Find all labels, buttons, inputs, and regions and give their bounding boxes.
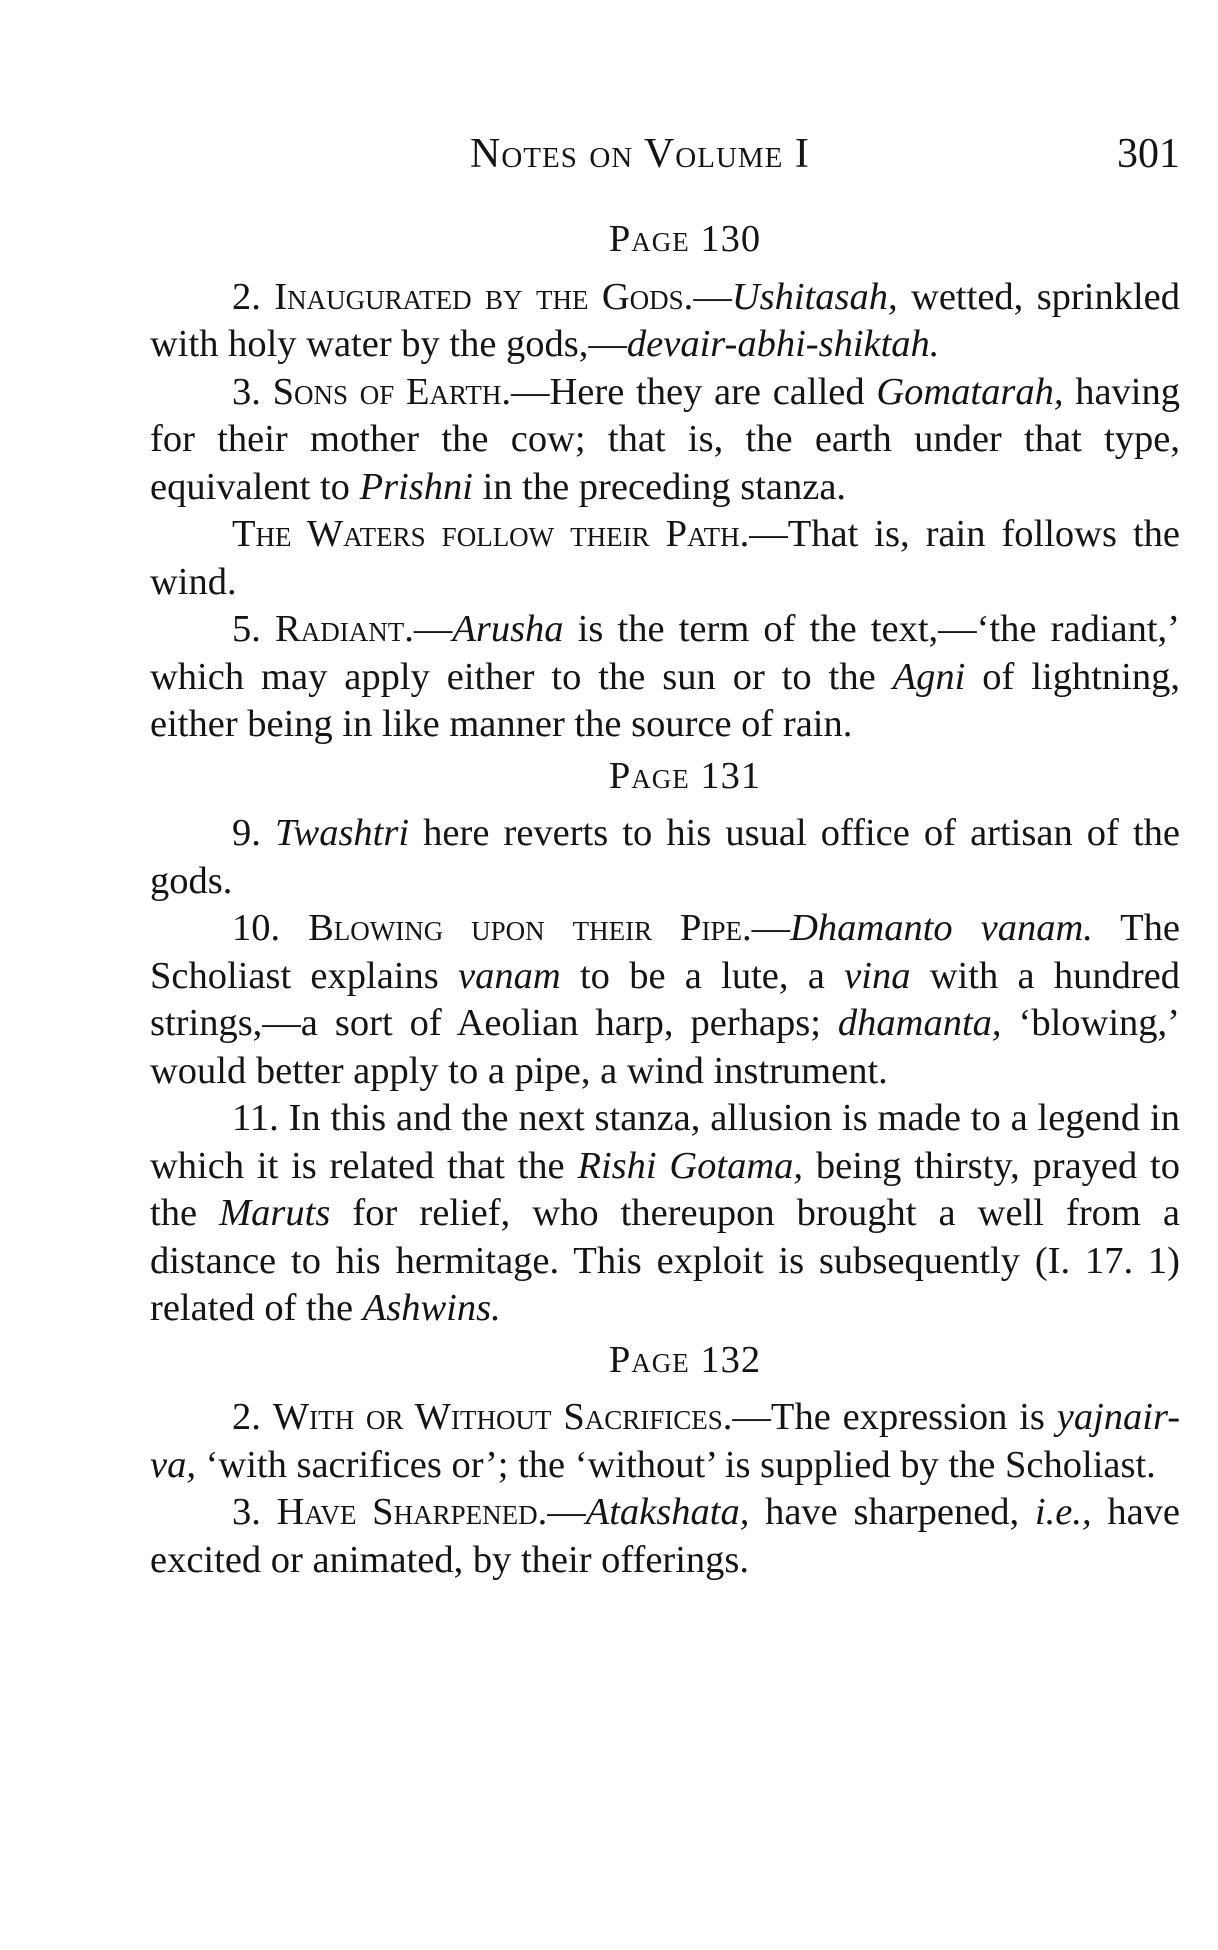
- note-lead: Have Sharpened.: [276, 1491, 548, 1533]
- note-text: have excited or animated, by their offerings.: [150, 1491, 1181, 1581]
- note-paragraph: [150, 369, 1180, 512]
- note-lead: Blowing upon their Pipe.: [308, 907, 752, 949]
- note-number: 3.: [232, 1491, 261, 1533]
- note-paragraph: [150, 1095, 1180, 1333]
- note-text: The Scholiast explains: [150, 907, 1180, 997]
- note-text: for relief, who thereupon brought a well from a distance to his hermitage. This exploit is subsequently (I. 17. 1) related of the: [150, 1192, 1180, 1329]
- note-text: here reverts to his usual office of artisan of the gods.: [150, 812, 1180, 902]
- note-text: with a hundred strings,—a sort of Aeolian harp, perhaps;: [150, 954, 1180, 1044]
- note-paragraph: [150, 511, 1180, 606]
- note-lead: Inaugurated by the Gods.: [274, 275, 694, 318]
- note-text: have sharpened,: [749, 1491, 1035, 1533]
- note-text: is the term of the text,—‘the radiant,’ which may apply either to the sun or to the: [150, 608, 1181, 698]
- note-paragraph: [150, 810, 1180, 905]
- note-text: —: [693, 275, 732, 318]
- note-lead: The Waters follow their Path.: [232, 513, 750, 555]
- note-italic-term: Arusha: [452, 608, 564, 650]
- note-lead: With or Without Sacrifices.: [272, 1396, 733, 1438]
- note-paragraph: [150, 905, 1180, 1095]
- note-number: 10.: [232, 907, 281, 949]
- section-heading: Page 130: [608, 218, 762, 260]
- note-italic-term: dhamanta,: [837, 1002, 1002, 1044]
- note-text: —That is, rain follows the wind.: [150, 513, 1181, 603]
- running-title: Notes on Volume I: [470, 131, 810, 177]
- note-italic-term: Prishni: [359, 465, 473, 508]
- note-italic-term: Atakshata,: [585, 1491, 750, 1533]
- note-number: 11.: [232, 1097, 279, 1139]
- note-text: In this and the next stanza, allusion is made to a legend in which it is related that the: [150, 1097, 1180, 1187]
- note-text: —: [547, 1491, 586, 1533]
- note-paragraph: [150, 1394, 1180, 1489]
- section-heading: Page 132: [608, 1338, 762, 1381]
- note-number: 5.: [232, 608, 261, 650]
- note-text: —: [751, 907, 791, 949]
- note-italic-term: Maruts: [219, 1192, 331, 1234]
- note-italic-term: vina: [844, 954, 911, 997]
- note-italic-term: Rishi Gotama,: [577, 1144, 804, 1187]
- note-italic-term: vanam: [458, 954, 561, 997]
- note-text: —The expression is: [732, 1396, 1057, 1438]
- note-text: in the preceding stanza.: [472, 465, 847, 508]
- note-text: of lightning, either being in like manner the source of rain.: [150, 655, 1180, 745]
- note-italic-term: Dhamanto vanam.: [790, 907, 1093, 949]
- note-italic-term: Gomatarah,: [876, 370, 1064, 413]
- note-text: ‘with sacrifices or’; the ‘without’ is supplied by the Scholiast.: [195, 1443, 1156, 1486]
- note-italic-term: yajnair-va,: [150, 1396, 1181, 1486]
- note-number: 2.: [232, 275, 261, 318]
- running-head: [150, 130, 1180, 190]
- notes-body: [150, 212, 1180, 1584]
- note-text: —: [413, 608, 453, 650]
- note-text: being thirsty, prayed to the: [150, 1144, 1180, 1234]
- note-text: ‘blowing,’ would better apply to a pipe, a wind instrument.: [150, 1002, 1181, 1092]
- note-paragraph: [150, 274, 1180, 369]
- note-lead: Radiant.: [275, 608, 414, 650]
- note-paragraph: [150, 1489, 1180, 1584]
- note-italic-term: devair-abhi-shiktah.: [626, 323, 940, 365]
- note-paragraph: [150, 606, 1180, 749]
- note-text: wetted, sprinkled with holy water by the gods,—: [150, 275, 1180, 365]
- note-italic-term: i.e.,: [1034, 1491, 1092, 1533]
- note-number: 9.: [232, 812, 261, 854]
- note-text: having for their mother the cow; that is, the earth under that type, equivalent to: [150, 370, 1180, 508]
- note-lead: Sons of Earth.: [272, 370, 511, 413]
- page-number: 301: [1117, 131, 1180, 177]
- note-italic-term: Ushitasah,: [731, 275, 898, 318]
- note-italic-term: Agni: [892, 655, 966, 698]
- note-italic-term: Twashtri: [274, 812, 410, 854]
- section-heading: Page 131: [608, 754, 762, 797]
- note-number: 2.: [232, 1396, 261, 1438]
- note-number: 3.: [232, 370, 261, 413]
- note-italic-term: Ashwins.: [362, 1287, 501, 1329]
- note-text: to be a lute, a: [560, 954, 845, 997]
- note-text: —Here they are called: [510, 370, 877, 413]
